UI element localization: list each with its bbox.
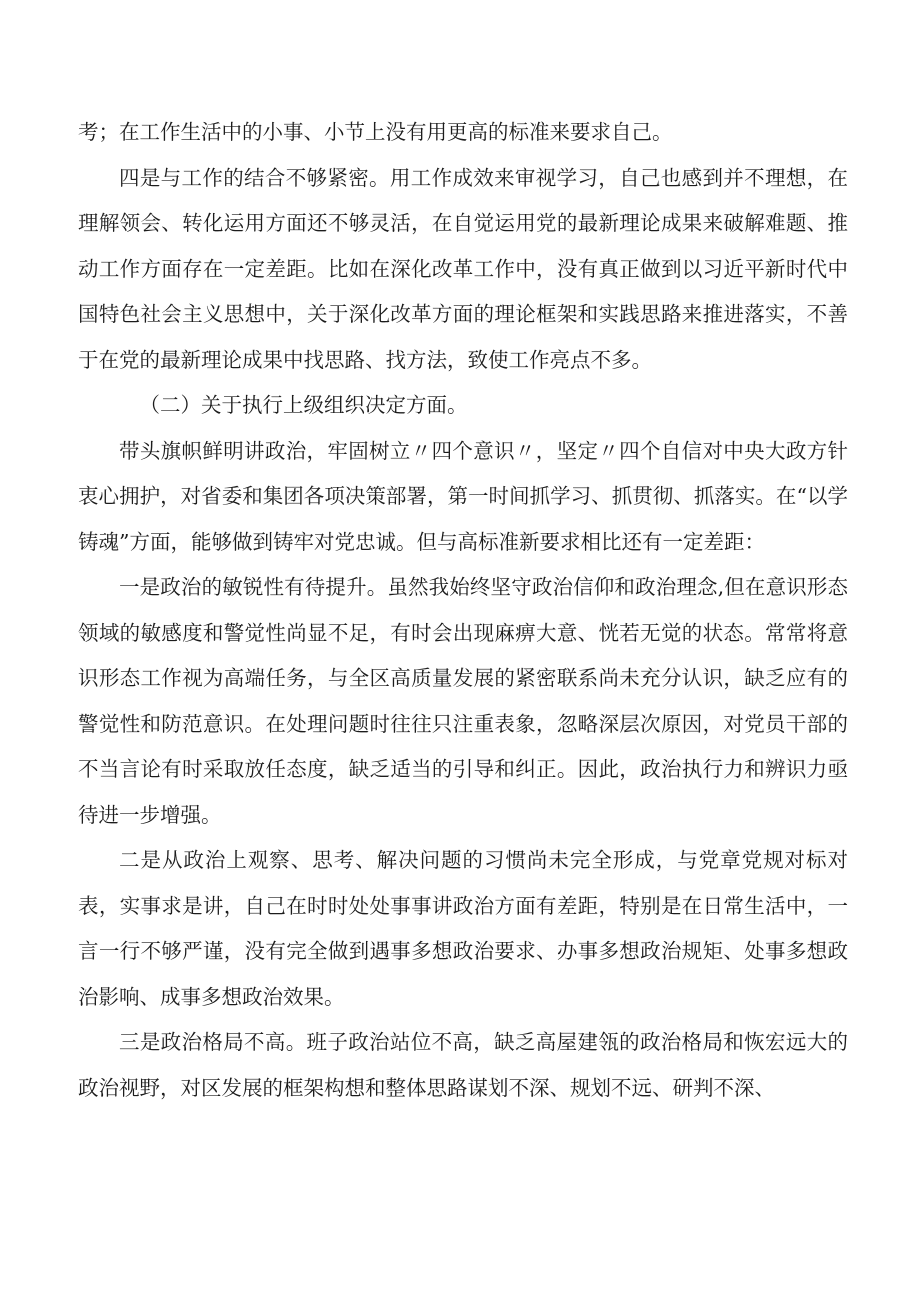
paragraph-point-one: 一是政治的敏锐性有待提升。虽然我始终坚守政治信仰和政治理念,但在意识形态领域的敏感度和警觉性尚显不足，有时会出现麻痹大意、恍若无觉的状态。常常将意识形态工作视为高端任务，与全区高质量发展的紧密联系尚未充分认识，缺乏应有的警觉性和防范意识。在处理问题时往往只注重表象，忽略深层次原因，对党员干部的不当言论有时采取放任态度，缺乏适当的引导和纠正。因此，政治执行力和辨识力亟待进一步增强。 [78, 575, 848, 827]
section-heading: （二）关于执行上级组织决定方面。 [139, 393, 468, 417]
paragraph-point-four: 四是与工作的结合不够紧密。用工作成效来审视学习，自己也感到并不理想，在理解领会、转化运用方面还不够灵活，在自觉运用党的最新理论成果来破解难题、推动工作方面存在一定差距。比如在深化改革工作中，没有真正做到以习近平新时代中国特色社会主义思想中，关于深化改革方面的理论框架和实践思路来推进落实，不善于在党的最新理论成果中找思路、找方法，致使工作亮点不多。 [78, 165, 848, 372]
paragraph-intro: 带头旗帜鲜明讲政治，牢固树立〃四个意识〃，坚定〃四个自信对中央大政方针衷心拥护，对省委和集团各项决策部署，第一时间抓学习、抓贯彻、抓落实。在“以学铸魂”方面，能够做到铸牢对党忠诚。但与高标准新要求相比还有一定差距： [78, 438, 848, 554]
document-body [78, 110, 848, 1111]
paragraph-point-three: 三是政治格局不高。班子政治站位不高，缺乏高屋建瓴的政治格局和恢宏远大的政治视野，对区发展的框架构想和整体思路谋划不深、规划不远、研判不深、 [78, 1030, 848, 1100]
paragraph-continuation: 考；在工作生活中的小事、小节上没有用更高的标准来要求自己。 [78, 120, 673, 144]
paragraph-point-two: 二是从政治上观察、思考、解决问题的习惯尚未完全形成，与党章党规对标对表，实事求是讲，自己在时时处处事事讲政治方面有差距，特别是在日常生活中，一言一行不够严谨，没有完全做到遇事多想政治要求、办事多想政治规矩、处事多想政治影响、成事多想政治效果。 [78, 848, 848, 1009]
